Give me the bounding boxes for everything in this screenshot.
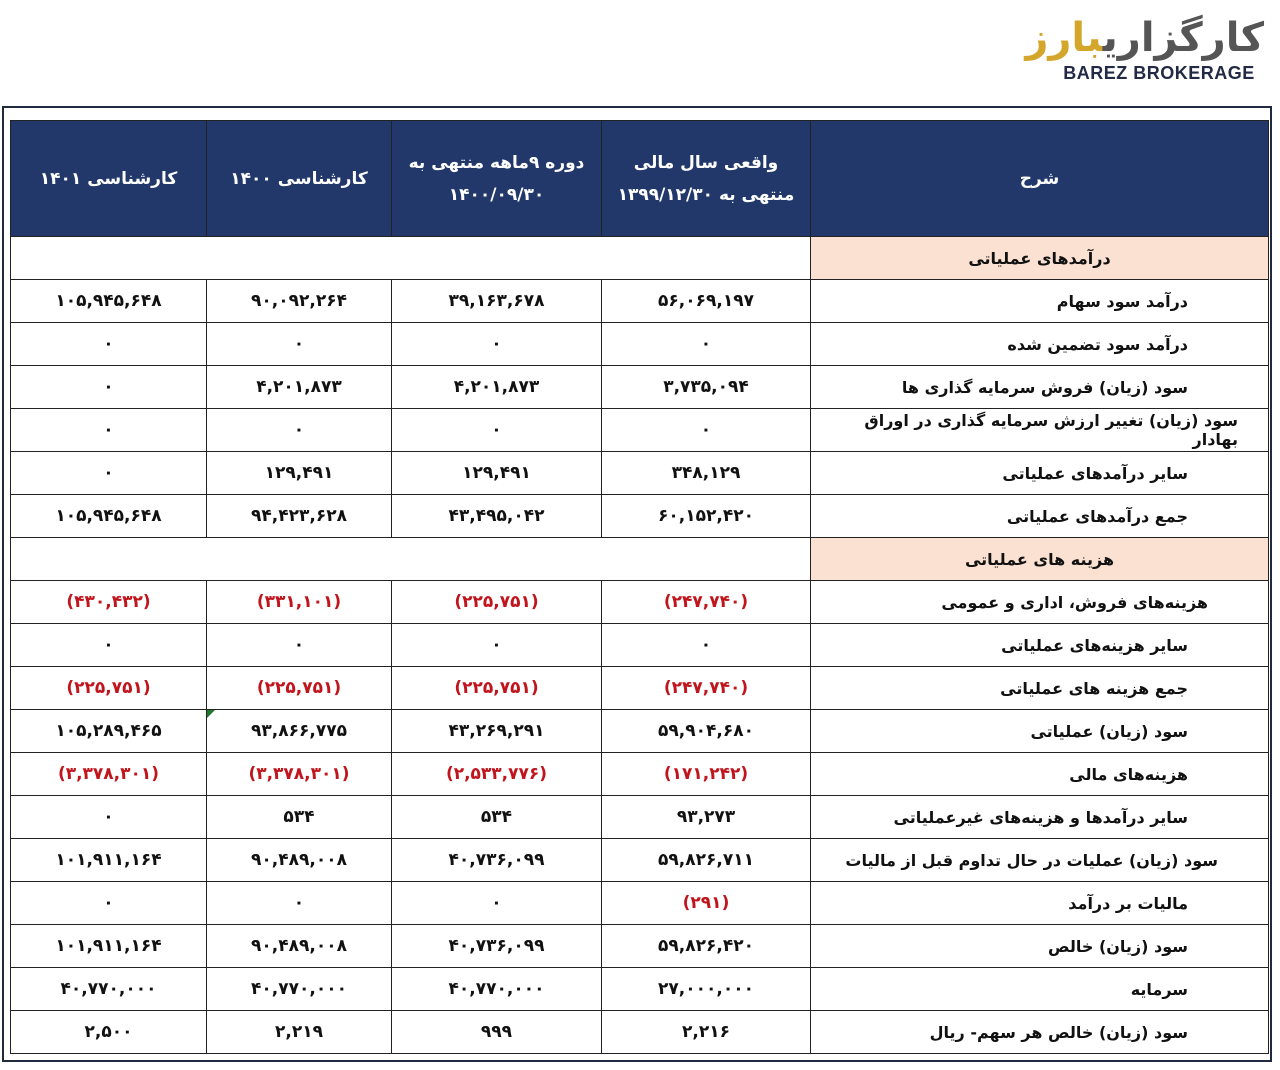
cell-expert-1401: ۰ [11,882,207,925]
cell-nine-month: ۰ [392,624,602,667]
table-header-row [11,121,1269,237]
row-label: سود (زیان) فروش سرمایه گذاری ها [811,366,1269,409]
cell-expert-1401: ۰ [11,323,207,366]
cell-expert-1400: ۲,۲۱۹ [207,1011,392,1054]
cell-expert-1401: ۱۰۵,۲۸۹,۴۶۵ [11,710,207,753]
cell-nine-month: ۴۰,۷۳۶,۰۹۹ [392,925,602,968]
table-row [11,280,1269,323]
financial-table [10,120,1269,1054]
row-label: سایر هزینه‌های عملیاتی [811,624,1269,667]
cell-expert-1401: ۰ [11,366,207,409]
cell-nine-month: ۰ [392,323,602,366]
table-row [11,839,1269,882]
cell-expert-1401: ۱۰۱,۹۱۱,۱۶۴ [11,925,207,968]
table-row [11,753,1269,796]
cell-expert-1400: ۰ [207,624,392,667]
cell-expert-1401: (۲۲۵,۷۵۱) [11,667,207,710]
cell-actual: (۲۹۱) [602,882,811,925]
cell-expert-1400: (۲۲۵,۷۵۱) [207,667,392,710]
cell-expert-1400: (۳۳۱,۱۰۱) [207,581,392,624]
row-label: سرمایه [811,968,1269,1011]
logo-persian-text: کارگزاریبارز [1025,15,1264,61]
cell-expert-1401: (۳,۳۷۸,۳۰۱) [11,753,207,796]
row-label: سود (زیان) خالص [811,925,1269,968]
header-nine-month-1400: دوره ۹ماهه منتهی به ۱۴۰۰/۰۹/۳۰ [392,121,602,237]
cell-expert-1401: ۰ [11,796,207,839]
cell-actual: ۵۹,۸۲۶,۴۲۰ [602,925,811,968]
table-row [11,968,1269,1011]
section-row-operating-income [11,237,1269,280]
cell-expert-1400: ۱۲۹,۴۹۱ [207,452,392,495]
cell-nine-month: ۹۹۹ [392,1011,602,1054]
cell-actual: (۲۴۷,۷۴۰) [602,667,811,710]
cell-actual: ۳۴۸,۱۲۹ [602,452,811,495]
cell-nine-month: ۴,۲۰۱,۸۷۳ [392,366,602,409]
cell-expert-1400: ۹۰,۰۹۲,۲۶۴ [207,280,392,323]
cell-actual: ۰ [602,409,811,452]
cell-expert-1401: ۴۰,۷۷۰,۰۰۰ [11,968,207,1011]
header-actual-1399: واقعی سال مالی منتهی به ۱۳۹۹/۱۲/۳۰ [602,121,811,237]
cell-actual: ۲,۲۱۶ [602,1011,811,1054]
cell-actual: ۹۳,۲۷۳ [602,796,811,839]
cell-expert-1400: ۰ [207,409,392,452]
cell-nine-month: (۲,۵۳۳,۷۷۶) [392,753,602,796]
row-label: جمع هزینه های عملیاتی [811,667,1269,710]
cell-actual: ۳,۷۳۵,۰۹۴ [602,366,811,409]
row-label: درآمد سود سهام [811,280,1269,323]
section-title: درآمدهای عملیاتی [811,237,1269,280]
cell-expert-1401: ۰ [11,409,207,452]
table-row [11,925,1269,968]
cell-actual: ۰ [602,323,811,366]
cell-nine-month: ۴۰,۷۳۶,۰۹۹ [392,839,602,882]
cell-actual: ۲۷,۰۰۰,۰۰۰ [602,968,811,1011]
table-row [11,667,1269,710]
cell-nine-month: ۴۳,۴۹۵,۰۴۲ [392,495,602,538]
cell-expert-1401: ۱۰۵,۹۴۵,۶۴۸ [11,280,207,323]
row-label: هزینه‌های مالی [811,753,1269,796]
cell-expert-1400: ۹۳,۸۶۶,۷۷۵ [207,710,392,753]
cell-expert-1401: ۰ [11,452,207,495]
row-label: سود (زیان) عملیاتی [811,710,1269,753]
cell-nine-month: (۲۲۵,۷۵۱) [392,581,602,624]
cell-nine-month: ۴۰,۷۷۰,۰۰۰ [392,968,602,1011]
cell-nine-month: ۵۳۴ [392,796,602,839]
table-row [11,624,1269,667]
cell-expert-1401: ۱۰۱,۹۱۱,۱۶۴ [11,839,207,882]
cell-actual: ۵۹,۸۲۶,۷۱۱ [602,839,811,882]
table-row [11,452,1269,495]
table-row [11,323,1269,366]
table-row [11,710,1269,753]
row-label: سایر درآمدها و هزینه‌های غیرعملیاتی [811,796,1269,839]
cell-expert-1400: ۴۰,۷۷۰,۰۰۰ [207,968,392,1011]
cell-actual: ۶۰,۱۵۲,۴۲۰ [602,495,811,538]
row-label: درآمد سود تضمین شده [811,323,1269,366]
row-label: سود (زیان) تغییر ارزش سرمایه گذاری در اوراق بهادار [811,409,1269,452]
cell-expert-1401: ۰ [11,624,207,667]
cell-nine-month: ۰ [392,409,602,452]
cell-actual: ۵۹,۹۰۴,۶۸۰ [602,710,811,753]
cell-nine-month: ۱۲۹,۴۹۱ [392,452,602,495]
table-row [11,409,1269,452]
cell-expert-1401: ۲,۵۰۰ [11,1011,207,1054]
row-label: سود (زیان) خالص هر سهم- ریال [811,1011,1269,1054]
cell-expert-1400: ۹۴,۴۲۳,۶۲۸ [207,495,392,538]
cell-expert-1400: ۹۰,۴۸۹,۰۰۸ [207,839,392,882]
cell-nine-month: ۰ [392,882,602,925]
cell-expert-1401: ۱۰۵,۹۴۵,۶۴۸ [11,495,207,538]
company-logo [1025,14,1264,92]
section-row-operating-expenses [11,538,1269,581]
header-expert-1401: کارشناسی ۱۴۰۱ [11,121,207,237]
logo-english-text: BAREZ BROKERAGE [1063,63,1255,83]
table-row [11,495,1269,538]
cell-expert-1400: ۰ [207,323,392,366]
cell-expert-1400: ۵۳۴ [207,796,392,839]
table-row [11,366,1269,409]
table-row [11,796,1269,839]
row-label: سود (زیان) عملیات در حال تداوم قبل از مالیات [811,839,1269,882]
row-label: جمع درآمدهای عملیاتی [811,495,1269,538]
cell-expert-1401: (۴۳۰,۴۳۲) [11,581,207,624]
cell-expert-1400: ۹۰,۴۸۹,۰۰۸ [207,925,392,968]
header-expert-1400: کارشناسی ۱۴۰۰ [207,121,392,237]
row-label: سایر درآمدهای عملیاتی [811,452,1269,495]
table-row [11,882,1269,925]
section-title: هزینه های عملیاتی [811,538,1269,581]
cell-expert-1400: ۴,۲۰۱,۸۷۳ [207,366,392,409]
header-description: شرح [811,121,1269,237]
cell-expert-1400: ۰ [207,882,392,925]
cell-nine-month: ۴۳,۲۶۹,۲۹۱ [392,710,602,753]
cell-nine-month: ۳۹,۱۶۳,۶۷۸ [392,280,602,323]
cell-actual: (۲۴۷,۷۴۰) [602,581,811,624]
section-blank [11,237,811,280]
cell-expert-1400: (۳,۳۷۸,۳۰۱) [207,753,392,796]
row-label: مالیات بر درآمد [811,882,1269,925]
table-row [11,581,1269,624]
cell-nine-month: (۲۲۵,۷۵۱) [392,667,602,710]
section-blank [11,538,811,581]
row-label: هزینه‌های فروش، اداری و عمومی [811,581,1269,624]
cell-actual: ۰ [602,624,811,667]
table-row [11,1011,1269,1054]
cell-actual: (۱۷۱,۲۴۲) [602,753,811,796]
cell-actual: ۵۶,۰۶۹,۱۹۷ [602,280,811,323]
